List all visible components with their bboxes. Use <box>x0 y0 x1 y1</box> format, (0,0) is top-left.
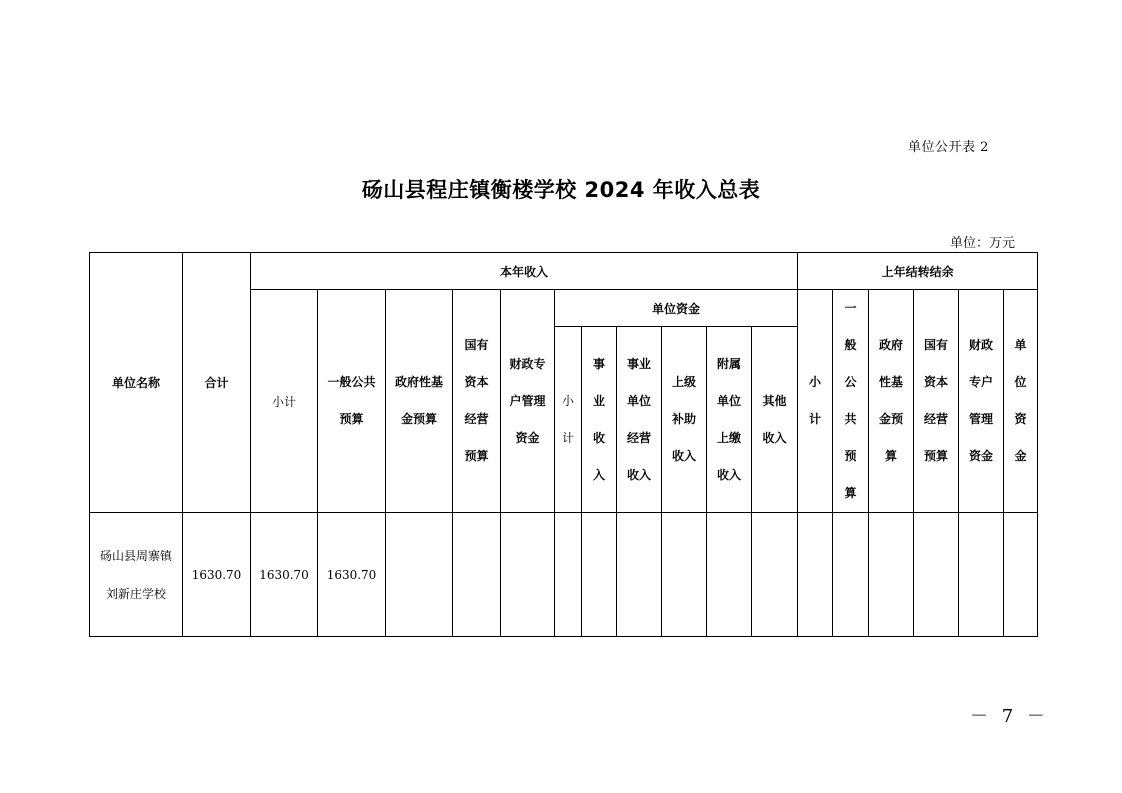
cell-affiliated-remittance-income <box>707 513 752 637</box>
header-last-unit-funds: 单位资金 <box>1004 290 1038 513</box>
cell-total: 1630.70 <box>183 513 251 637</box>
cell-fiscal-special-account <box>501 513 555 637</box>
cell-current-subtotal: 1630.70 <box>251 513 318 637</box>
cell-last-government-fund-budget <box>869 513 914 637</box>
cell-unit-funds-subtotal <box>555 513 582 637</box>
header-affiliated-remittance-income: 附属单位上缴收入 <box>707 327 752 513</box>
cell-general-public-budget: 1630.70 <box>318 513 386 637</box>
header-unit-funds-subtotal: 小计 <box>555 327 582 513</box>
income-summary-table-wrapper <box>89 252 1037 637</box>
cell-business-operating-income <box>617 513 662 637</box>
cell-other-income <box>752 513 798 637</box>
header-current-state-capital-budget: 国有资本经营预算 <box>453 290 501 513</box>
header-other-income: 其他收入 <box>752 327 798 513</box>
cell-last-general-public-budget <box>833 513 869 637</box>
page-number: － 7 － <box>970 706 1049 727</box>
header-last-state-capital-budget: 国有资本经营预算 <box>914 290 959 513</box>
header-last-fiscal-special-account: 财政专户管理资金 <box>959 290 1004 513</box>
cell-last-unit-funds <box>1004 513 1038 637</box>
header-unit-funds-group: 单位资金 <box>555 290 798 327</box>
header-last-subtotal: 小计 <box>798 290 833 513</box>
header-business-operating-income: 事业单位经营收入 <box>617 327 662 513</box>
cell-last-state-capital-budget <box>914 513 959 637</box>
header-last-government-fund-budget: 政府性基金预算 <box>869 290 914 513</box>
header-superior-subsidy-income: 上级补助收入 <box>662 327 707 513</box>
header-current-subtotal: 小计 <box>251 290 318 513</box>
header-current-general-public-budget: 一般公共预算 <box>318 290 386 513</box>
header-current-fiscal-special-account: 财政专户管理资金 <box>501 290 555 513</box>
header-row-1 <box>90 253 1038 290</box>
header-current-government-fund-budget: 政府性基金预算 <box>386 290 453 513</box>
cell-state-capital-budget <box>453 513 501 637</box>
cell-government-fund-budget <box>386 513 453 637</box>
form-label: 单位公开表 2 <box>908 140 989 155</box>
cell-superior-subsidy-income <box>662 513 707 637</box>
header-last-year-carryover: 上年结转结余 <box>798 253 1038 290</box>
cell-business-income <box>582 513 617 637</box>
page-title: 砀山县程庄镇衡楼学校 2024 年收入总表 <box>361 178 761 202</box>
cell-unit-name: 砀山县周寨镇刘新庄学校 <box>90 513 183 637</box>
income-summary-table <box>89 252 1038 637</box>
header-unit-name: 单位名称 <box>90 253 183 513</box>
header-current-year-income: 本年收入 <box>251 253 798 290</box>
header-total: 合计 <box>183 253 251 513</box>
header-business-income: 事业收入 <box>582 327 617 513</box>
cell-last-subtotal <box>798 513 833 637</box>
header-last-general-public-budget: 一般公共预算 <box>833 290 869 513</box>
table-row <box>90 513 1038 637</box>
unit-label: 单位：万元 <box>950 236 1016 251</box>
cell-last-fiscal-special-account <box>959 513 1004 637</box>
